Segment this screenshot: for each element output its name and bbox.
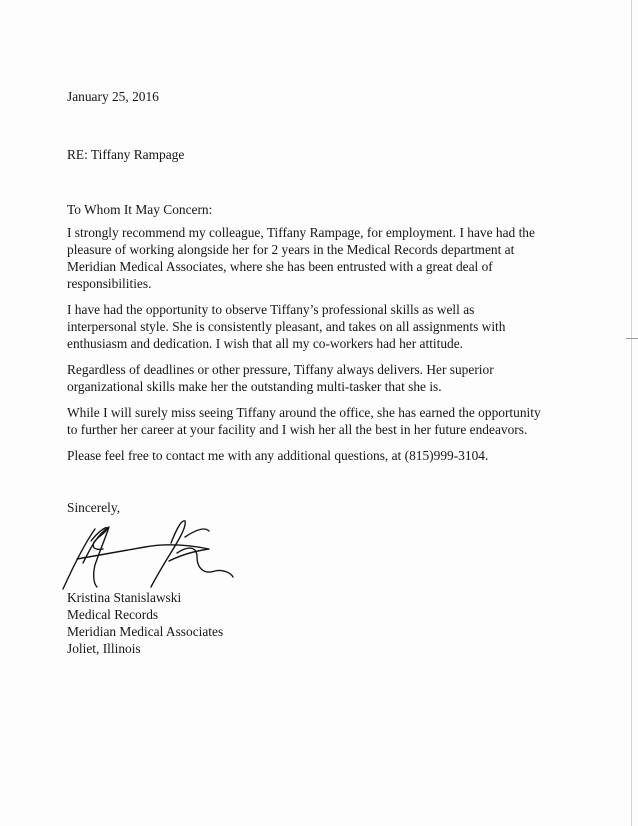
paragraph-recommendation: I strongly recommend my colleague, Tiffany Rampage, for employment. I have had the pleasure of working alongside her for 2 years in the Medical Records department at Meridian Medical Associates, where she has been entrusted with a great deal of responsibilities. [67, 225, 535, 291]
paragraph-farewell: While I will surely miss seeing Tiffany around the office, she has earned the opportunity to further her career at your facility and I wish her all the best in her future endeavors. [67, 405, 541, 437]
paragraph-skills: I have had the opportunity to observe Tiffany’s professional skills as well as interpersonal style. She is consistently pleasant, and takes on all assignments with enthusiasm and dedication. I wish that all my co-workers had her attitude. [67, 302, 506, 351]
signer-department: Medical Records [67, 607, 159, 622]
recommendation-letter [67, 88, 547, 657]
scan-edge-line [631, 0, 632, 826]
closing: Sincerely, [67, 500, 121, 515]
subject-line: RE: Tiffany Rampage [67, 147, 185, 162]
paragraph-reliability: Regardless of deadlines or other pressure, Tiffany always delivers. Her superior organizational skills make her the outstanding multi-tasker that she is. [67, 362, 494, 394]
salutation: To Whom It May Concern: [67, 202, 213, 217]
signer-block [67, 589, 547, 657]
signer-organization: Meridian Medical Associates [67, 624, 224, 639]
handwritten-signature [59, 515, 249, 595]
paragraph-contact: Please feel free to contact me with any additional questions, at (815)999-3104. [67, 448, 489, 463]
signer-name: Kristina Stanislawski [67, 590, 182, 605]
signer-location: Joliet, Illinois [67, 641, 141, 656]
scan-edge-mark [626, 338, 638, 339]
letter-date: January 25, 2016 [67, 89, 159, 104]
